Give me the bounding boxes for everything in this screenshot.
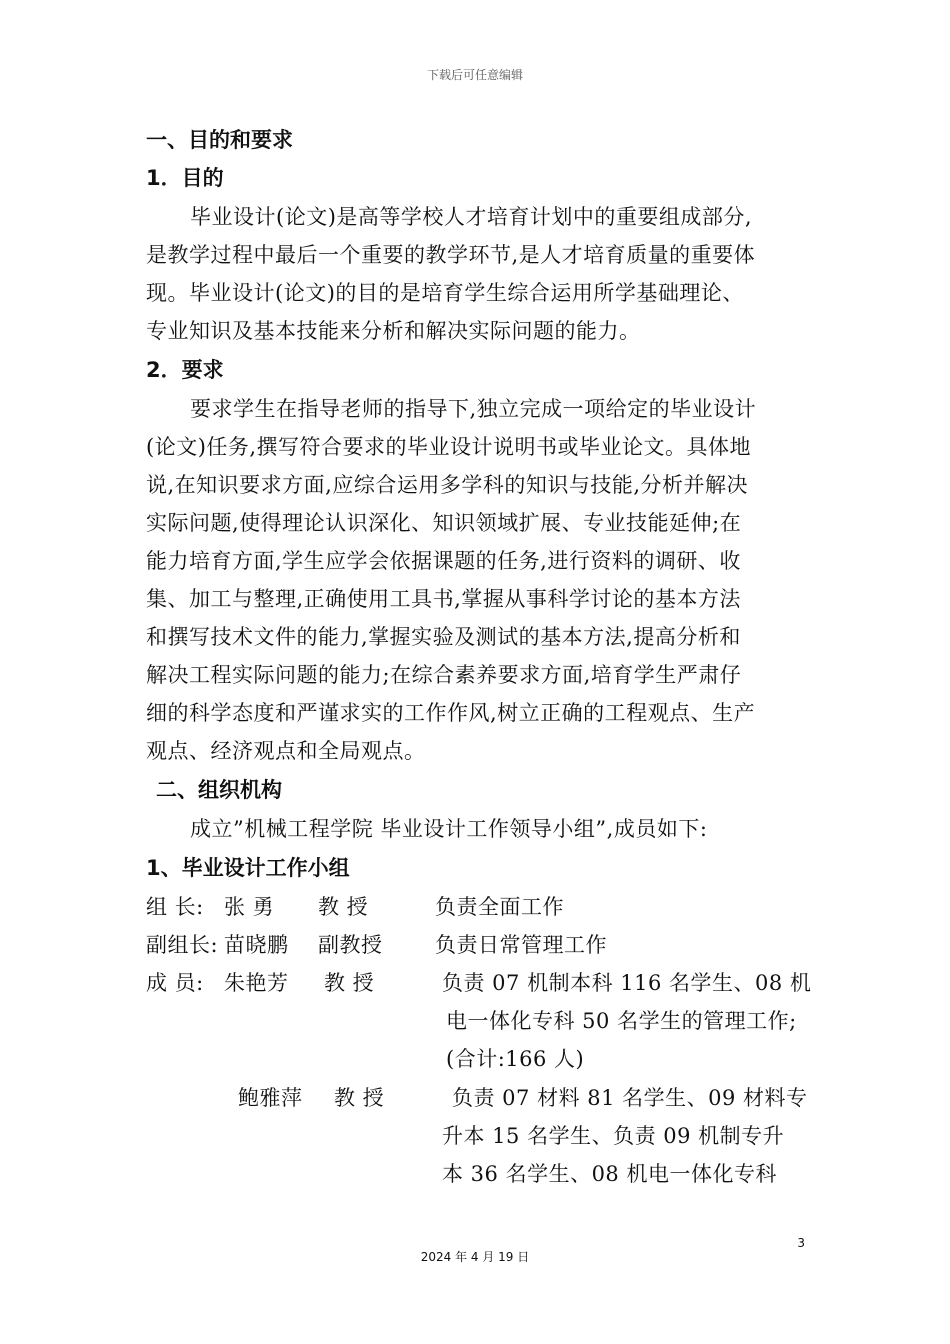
paragraph-line: 和撰写技术文件的能力,掌握实验及测试的基本方法,提高分析和 xyxy=(146,625,741,649)
section-title-organization: 二、组织机构 xyxy=(156,778,282,802)
page-number: 3 xyxy=(797,1236,805,1250)
paragraph-line: 集、加工与整理,正确使用工具书,掌握从事科学讨论的基本方法 xyxy=(146,587,741,611)
subsection-title-purpose: 1．目的 xyxy=(146,166,224,190)
paragraph-line: 细的科学态度和严谨求实的工作作风,树立正确的工程观点、生产 xyxy=(146,701,756,725)
member-title: 教 授 xyxy=(318,895,369,919)
paragraph-line: 实际问题,使得理论认识深化、知识领域扩展、专业技能延伸;在 xyxy=(146,511,742,535)
member-title: 副教授 xyxy=(318,933,383,957)
member-role: 成 员: xyxy=(146,971,204,995)
member-title: 教 授 xyxy=(324,971,375,995)
paragraph-line: (论文)任务,撰写符合要求的毕业设计说明书或毕业论文。具体地 xyxy=(146,435,752,459)
member-duty: 负责全面工作 xyxy=(435,895,564,919)
paragraph-line: 要求学生在指导老师的指导下,独立完成一项给定的毕业设计 xyxy=(190,397,757,421)
member-role: 副组长: xyxy=(146,933,219,957)
paragraph-line: 能力培育方面,学生应学会依据课题的任务,进行资料的调研、收 xyxy=(146,549,741,573)
member-name: 朱艳芳 xyxy=(224,971,289,995)
paragraph-line: 解决工程实际问题的能力;在综合素养要求方面,培育学生严肃仔 xyxy=(146,663,742,687)
group-title: 1、毕业设计工作小组 xyxy=(146,856,350,880)
paragraph-line: 专业知识及基本技能来分析和解决实际问题的能力。 xyxy=(146,319,641,343)
paragraph-line: 毕业设计(论文)是高等学校人才培育计划中的重要组成部分, xyxy=(190,205,753,229)
organization-intro: 成立”机械工程学院 毕业设计工作领导小组”,成员如下: xyxy=(190,817,708,841)
member-name: 苗晓鹏 xyxy=(224,933,289,957)
member-name: 鲍雅萍 xyxy=(238,1086,303,1110)
section-title-purpose-requirements: 一、目的和要求 xyxy=(146,128,293,152)
paragraph-line: 观点、经济观点和全局观点。 xyxy=(146,739,426,763)
paragraph-line: 现。毕业设计(论文)的目的是培育学生综合运用所学基础理论、 xyxy=(146,281,744,305)
subsection-title-requirements: 2．要求 xyxy=(146,358,224,382)
member-duty: 升本 15 名学生、负责 09 机制专升 xyxy=(442,1124,785,1148)
page-header: 下载后可任意编辑 xyxy=(426,68,523,82)
page-footer-date: 2024 年 4 月 19 日 xyxy=(420,1250,530,1264)
member-duty: 负责 07 材料 81 名学生、09 材料专 xyxy=(452,1086,808,1110)
member-duty: 负责日常管理工作 xyxy=(435,933,607,957)
member-duty: 负责 07 机制本科 116 名学生、08 机 xyxy=(442,971,812,995)
member-duty: (合计:166 人) xyxy=(446,1047,585,1071)
member-duty: 电一体化专科 50 名学生的管理工作; xyxy=(446,1009,797,1033)
member-title: 教 授 xyxy=(334,1086,385,1110)
paragraph-line: 是教学过程中最后一个重要的教学环节,是人才培育质量的重要体 xyxy=(146,243,756,267)
member-duty: 本 36 名学生、08 机电一体化专科 xyxy=(442,1162,777,1186)
member-role: 组 长: xyxy=(146,895,204,919)
member-name: 张 勇 xyxy=(224,895,275,919)
paragraph-line: 说,在知识要求方面,应综合运用多学科的知识与技能,分析并解决 xyxy=(146,473,749,497)
